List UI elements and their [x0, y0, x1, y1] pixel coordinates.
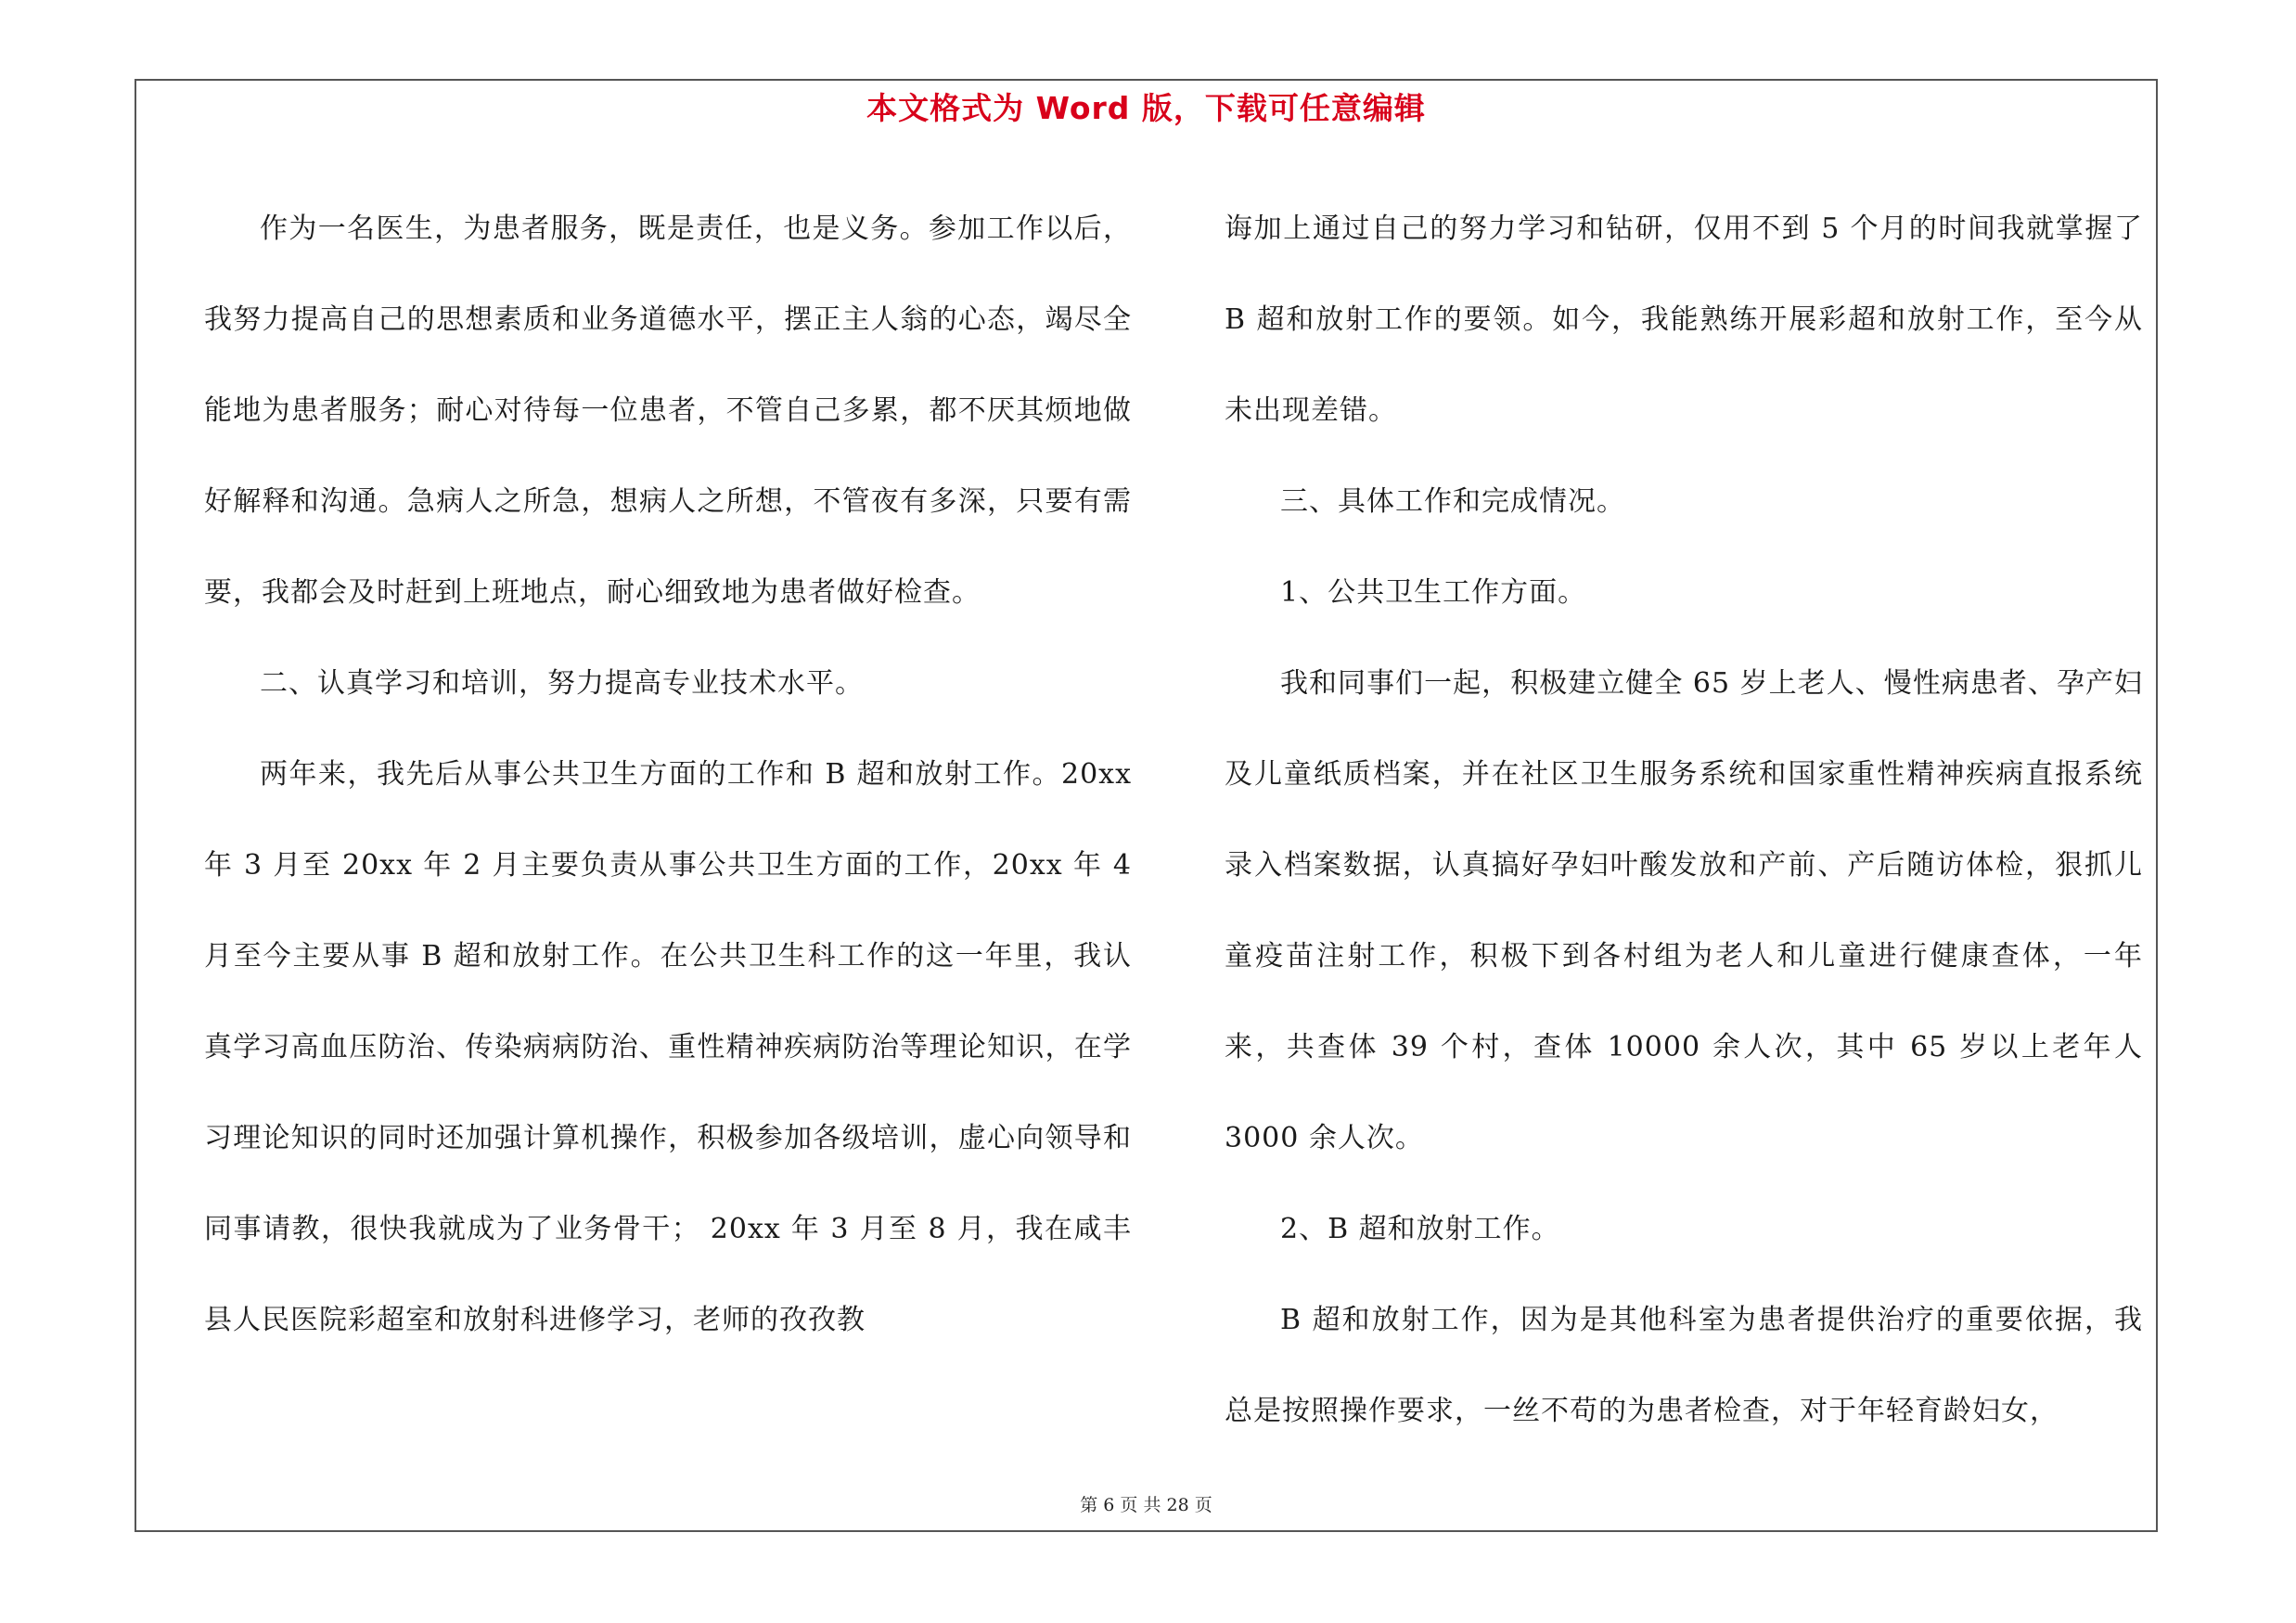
heading-specific-work: 三、具体工作和完成情况。 — [1280, 485, 1625, 518]
heading-ultrasound-radiology: 2、B 超和放射工作。 — [1280, 1213, 1560, 1245]
paragraph-continuation: 诲加上通过自己的努力学习和钻研，仅用不到 5 个月的时间我就掌握了 B 超和放射工作的要领。如今，我能熟练开展彩超和放射工作，至今从未出现差错。 — [1225, 213, 2143, 427]
left-column — [204, 184, 1132, 1366]
page-number: 第 6 页 共 28 页 — [1080, 1495, 1212, 1515]
paragraph-service: 作为一名医生，为患者服务，既是责任，也是义务。参加工作以后，我努力提高自己的思想素质和业务道德水平，摆正主人翁的心态，竭尽全能地为患者服务；耐心对待每一位患者，不管自己多累，都不厌其烦地做好解释和沟通。急病人之所急，想病人之所想，不管夜有多深，只要有需要，我都会及时赶到上班地点，耐心细致地为患者做好检查。 — [204, 213, 1132, 609]
paragraph-public-health: 我和同事们一起，积极建立健全 65 岁上老人、慢性病患者、孕产妇及儿童纸质档案，并在社区卫生服务系统和国家重性精神疾病直报系统录入档案数据，认真搞好孕妇叶酸发放和产前、产后随访体检，狠抓儿童疫苗注射工作，积极下到各村组为老人和儿童进行健康查体，一年来，共查体 39 个村，查体 10000 余人次，其中 65 岁以上老年人 3000 余人次。 — [1225, 667, 2143, 1154]
right-column — [1225, 184, 2143, 1457]
paragraph-ultrasound-radiology: B 超和放射工作，因为是其他科室为患者提供治疗的重要依据，我总是按照操作要求，一丝不苟的为患者检查，对于年轻育龄妇女， — [1225, 1304, 2143, 1427]
heading-public-health: 1、公共卫生工作方面。 — [1280, 576, 1587, 609]
format-banner: 本文格式为 Word 版，下载可任意编辑 — [866, 90, 1426, 126]
heading-study-training: 二、认真学习和培训，努力提高专业技术水平。 — [260, 667, 864, 700]
paragraph-work-history: 两年来，我先后从事公共卫生方面的工作和 B 超和放射工作。20xx 年 3 月至 20xx 年 2 月主要负责从事公共卫生方面的工作，20xx 年 4 月至今主要从事 B 超和放射工作。在公共卫生科工作的这一年里，我认真学习高血压防治、传染病病防治、重性精神疾病防治等理论知识，在学习理论知识的同时还加强计算机操作，积极参加各级培训，虚心向领导和同事请教，很快我就成为了业务骨干； 20xx 年 3 月至 8 月，我在咸丰县人民医院彩超室和放射科进修学习，老师的孜孜教 — [204, 758, 1132, 1336]
